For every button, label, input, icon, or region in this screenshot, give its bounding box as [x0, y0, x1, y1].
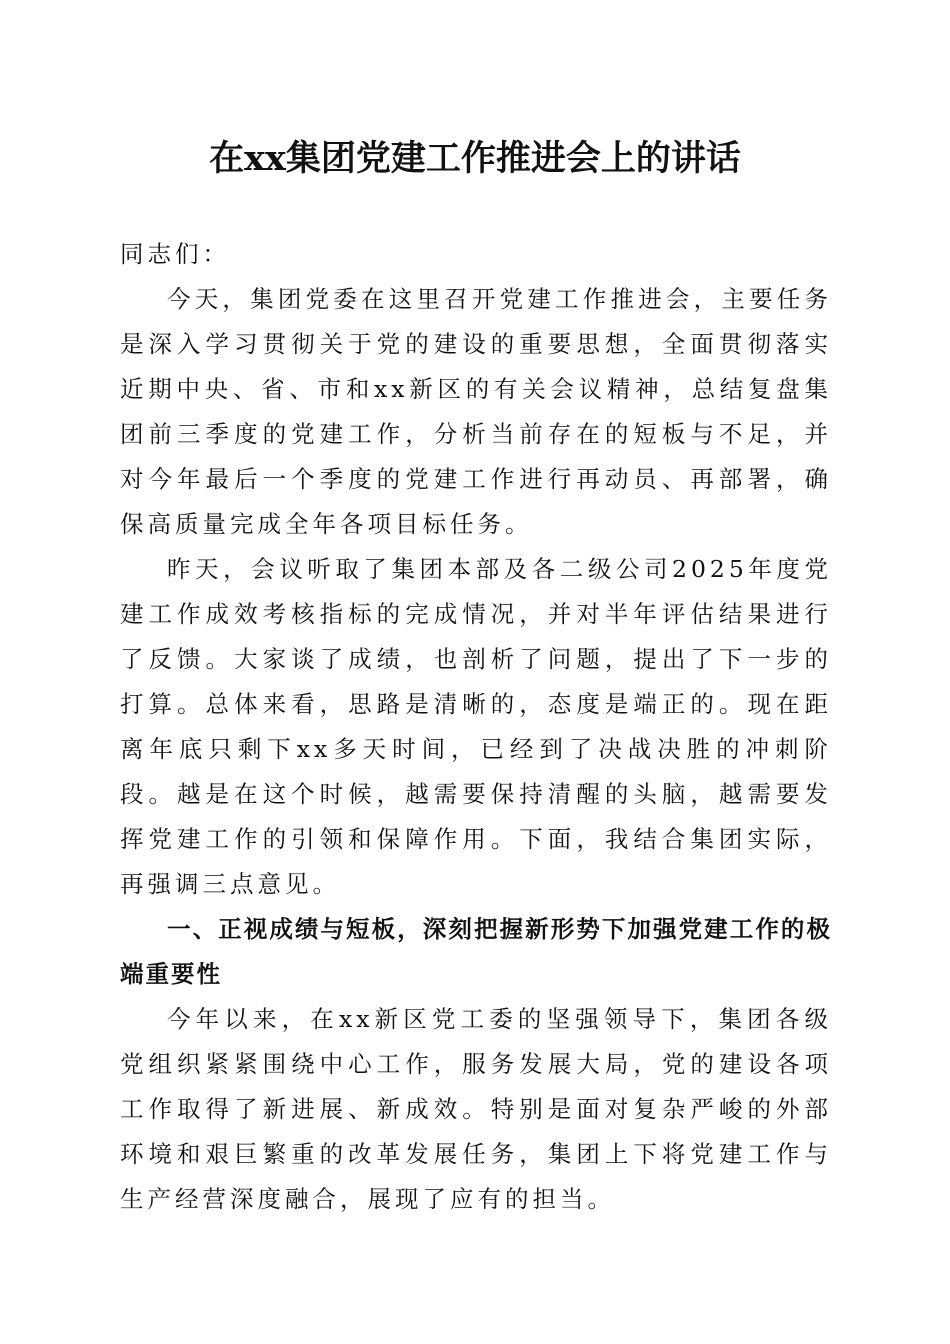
section-1-paragraph: 今年以来，在xx新区党工委的坚强领导下，集团各级党组织紧紧围绕中心工作，服务发展大局，党的建设各项工作取得了新进展、新成效。特别是面对复杂严峻的外部环境和艰巨繁重的改革发展任务，集团上下将党建工作与生产经营深度融合，展现了应有的担当。 — [120, 1005, 832, 1213]
section-heading-1: 一、正视成绩与短板，深刻把握新形势下加强党建工作的极端重要性 — [120, 915, 832, 988]
salutation: 同志们： — [120, 240, 230, 268]
paragraph-2: 昨天，会议听取了集团本部及各二级公司2025年度党建工作成效考核指标的完成情况，并对半年评估结果进行了反馈。大家谈了成绩，也剖析了问题，提出了下一步的打算。总体来看，思路是清晰的，态度是端正的。现在距离年底只剩下xx多天时间，已经到了决战决胜的冲刺阶段。越是在这个时候，越需要保持清醒的头脑，越需要发挥党建工作的引领和保障作用。下面，我结合集团实际，再强调三点意见。 — [120, 555, 832, 898]
document-title: 在xx集团党建工作推进会上的讲话 — [209, 138, 741, 179]
paragraph-1: 今天，集团党委在这里召开党建工作推进会，主要任务是深入学习贯彻关于党的建设的重要思想，全面贯彻落实近期中央、省、市和xx新区的有关会议精神，总结复盘集团前三季度的党建工作，分析当前存在的短板与不足，并对今年最后一个季度的党建工作进行再动员、再部署，确保高质量完成全年各项目标任务。 — [120, 285, 832, 538]
document-body — [120, 232, 832, 1222]
